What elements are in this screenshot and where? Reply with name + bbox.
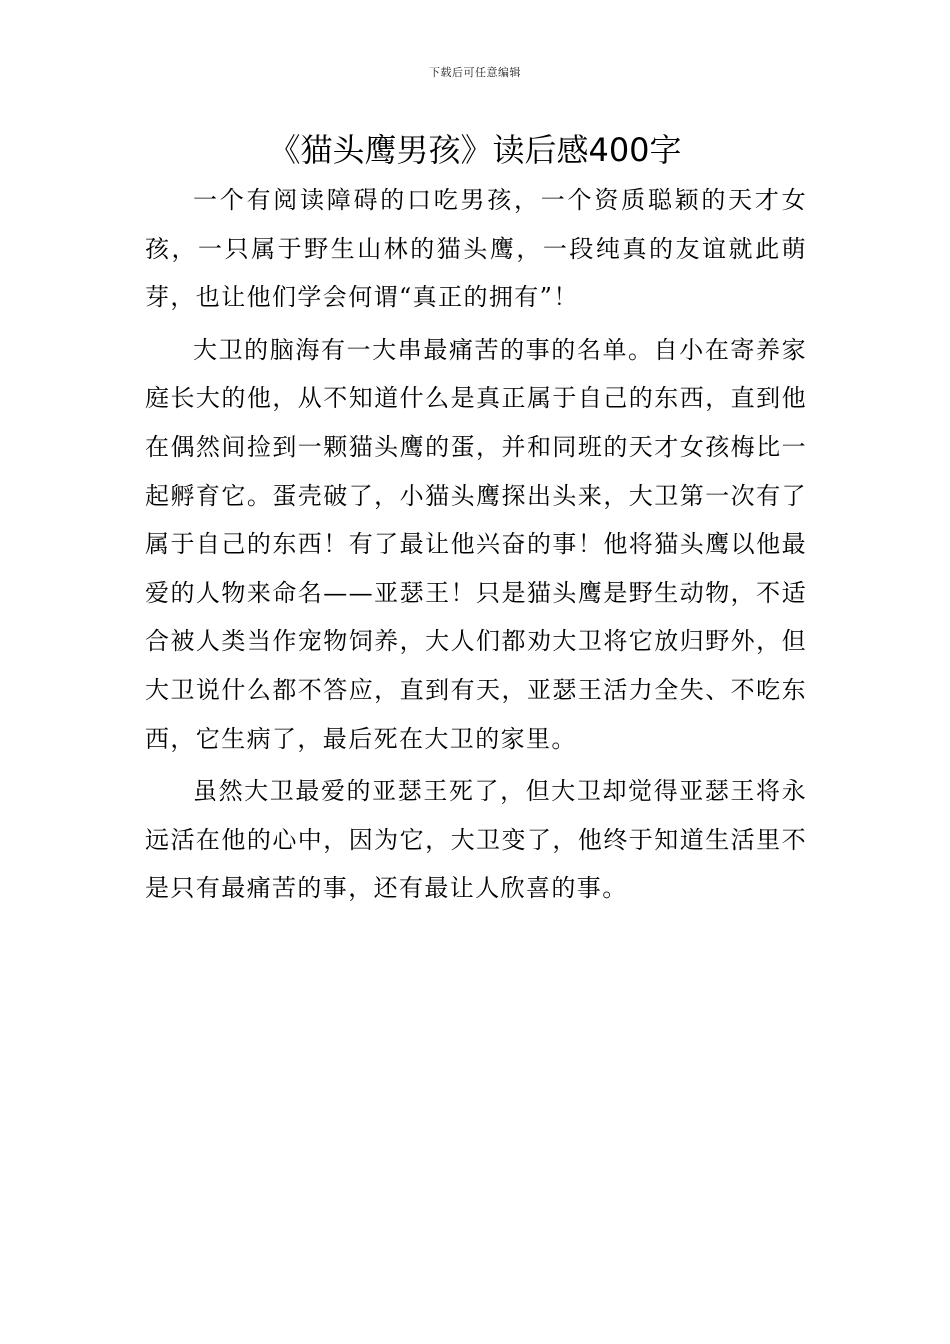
document-body xyxy=(145,176,807,913)
header-note: 下载后可任意编辑 xyxy=(429,66,521,79)
paragraph-2: 大卫的脑海有一大串最痛苦的事的名单。自小在寄养家庭长大的他，从不知道什么是真正属于自己的东西，直到他在偶然间捡到一颗猫头鹰的蛋，并和同班的天才女孩梅比一起孵育它。蛋壳破了，小猫头鹰探出头来，大卫第一次有了属于自己的东西！有了最让他兴奋的事！他将猫头鹰以他最爱的人物来命名——亚瑟王！只是猫头鹰是野生动物，不适合被人类当作宠物饲养，大人们都劝大卫将它放归野外，但大卫说什么都不答应，直到有天，亚瑟王活力全失、不吃东西，它生病了，最后死在大卫的家里。 xyxy=(145,335,807,753)
document-title: 《猫头鹰男孩》读后感400字 xyxy=(268,131,682,169)
paragraph-1: 一个有阅读障碍的口吃男孩，一个资质聪颖的天才女孩，一只属于野生山林的猫头鹰，一段纯真的友谊就此萌芽，也让他们学会何谓“真正的拥有”！ xyxy=(145,186,807,312)
paragraph-3: 虽然大卫最爱的亚瑟王死了，但大卫却觉得亚瑟王将永远活在他的心中，因为它，大卫变了，他终于知道生活里不是只有最痛苦的事，还有最让人欣喜的事。 xyxy=(145,777,807,903)
